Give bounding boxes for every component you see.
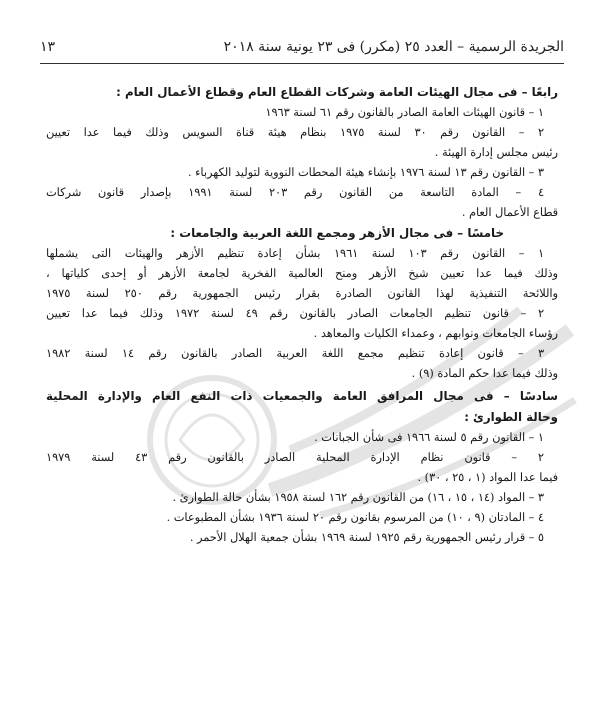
header-divider bbox=[40, 63, 564, 64]
list-item: ٣ – قانون إعادة تنظيم مجمع اللغة العربية الصادر بالقانون رقم ١٤ لسنة ١٩٨٢ bbox=[46, 347, 545, 360]
section-heading: خامسًا – فى مجال الأزهر ومجمع اللغة العربية والجامعات : bbox=[170, 226, 504, 240]
list-item: ٢ – القانون رقم ٣٠ لسنة ١٩٧٥ بنظام هيئة قناة السويس وذلك فيما عدا تعيين bbox=[46, 126, 545, 139]
list-item: ١ – القانون رقم ١٠٣ لسنة ١٩٦١ بشأن إعادة تنظيم الأزهر والهيئات التى يشملها bbox=[46, 247, 545, 260]
list-item: ٤ – المادتان (٩ ، ١٠) من المرسوم بقانون رقم ٢٠ لسنة ١٩٣٦ بشأن المطبوعات . bbox=[166, 511, 544, 524]
page-header bbox=[40, 34, 564, 60]
list-item: ١ – قانون الهيئات العامة الصادر بالقانون رقم ٦١ لسنة ١٩٦٣ bbox=[265, 106, 544, 119]
gazette-title: الجريدة الرسمية – العدد ٢٥ (مكرر) فى ٢٣ يونية سنة ٢٠١٨ bbox=[223, 39, 564, 55]
list-item-continuation: وذلك فيما عدا حكم المادة (٩) . bbox=[411, 367, 558, 380]
list-item: ٤ – المادة التاسعة من القانون رقم ٢٠٣ لسنة ١٩٩١ بإصدار قانون شركات bbox=[46, 186, 545, 199]
section-heading-continuation: وحالة الطوارئ : bbox=[464, 410, 558, 424]
list-item-continuation: قطاع الأعمال العام . bbox=[461, 206, 558, 219]
list-item-continuation: واللائحة التنفيذية لهذا القانون الصادرة بقرار رئيس الجمهورية رقم ٢٥٠ لسنة ١٩٧٥ bbox=[46, 287, 558, 300]
section-heading: رابعًا – فى مجال الهيئات العامة وشركات القطاع العام وقطاع الأعمال العام : bbox=[116, 85, 558, 99]
list-item: ٣ – القانون رقم ١٣ لسنة ١٩٧٦ بإنشاء هيئة المحطات النووية لتوليد الكهرباء . bbox=[187, 166, 544, 179]
page-number: ١٣ bbox=[40, 39, 56, 55]
list-item: ٥ – قرار رئيس الجمهورية رقم ١٩٢٥ لسنة ١٩٦٩ بشأن جمعية الهلال الأحمر . bbox=[189, 531, 544, 544]
list-item: ١ – القانون رقم ٥ لسنة ١٩٦٦ فى شأن الجبانات . bbox=[314, 431, 544, 444]
list-item-continuation: رئيس مجلس إدارة الهيئة . bbox=[434, 146, 558, 159]
document-body bbox=[46, 82, 558, 548]
list-item-continuation: وذلك فيما عدا تعيين شيخ الأزهر ومنح العالمية الفخرية لجامعة الأزهر أو إحدى كلياتها ، bbox=[46, 267, 558, 280]
list-item: ٢ – قانون نظام الإدارة المحلية الصادر بالقانون رقم ٤٣ لسنة ١٩٧٩ bbox=[46, 451, 544, 464]
section-heading: سادسًا – فى مجال المرافق العامة والجمعيات ذات النفع العام والإدارة المحلية bbox=[46, 389, 558, 403]
list-item: ٢ – قانون تنظيم الجامعات الصادر بالقانون رقم ٤٩ لسنة ١٩٧٢ وذلك فيما عدا تعيين bbox=[46, 307, 545, 320]
list-item-continuation: رؤساء الجامعات ونوابهم ، وعمداء الكليات والمعاهد . bbox=[313, 327, 558, 340]
list-item-continuation: فيما عدا المواد (١ ، ٢٥ ، ٣٠) . bbox=[417, 471, 558, 484]
list-item: ٣ – المواد (١٤ ، ١٥ ، ١٦) من القانون رقم ١٦٢ لسنة ١٩٥٨ بشأن حالة الطوارئ . bbox=[172, 491, 544, 504]
